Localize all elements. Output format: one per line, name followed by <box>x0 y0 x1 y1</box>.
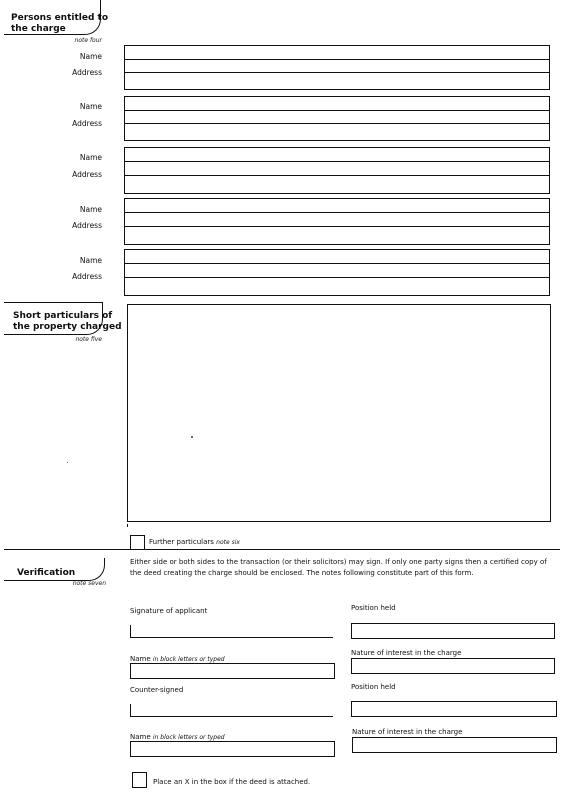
countersigned-field[interactable] <box>130 704 333 717</box>
deed-attached-checkbox[interactable] <box>132 772 147 788</box>
name-label-2-text: Name <box>130 733 151 741</box>
signature-applicant-field[interactable] <box>130 625 333 638</box>
name-label: Name <box>79 205 102 214</box>
address-label: Address <box>72 221 102 230</box>
persons-title-line2: the charge <box>11 24 66 34</box>
name-label-1-text: Name <box>130 655 151 663</box>
nature-interest-field-1[interactable] <box>351 658 555 674</box>
margin-tick <box>127 524 128 527</box>
particulars-title-line1: Short particulars of <box>13 311 113 321</box>
further-label-text: Further particulars <box>149 538 214 546</box>
scan-speck <box>191 436 193 438</box>
particulars-title-line2: the property charged <box>13 322 122 332</box>
name-label: Name <box>79 102 102 111</box>
name-block-field-1[interactable] <box>130 663 335 679</box>
person-entry-2[interactable] <box>124 96 550 141</box>
position-held-label-1: Position held <box>351 604 396 612</box>
name-block-label-2 <box>130 733 225 741</box>
persons-title-line1: Persons entitled to <box>11 13 109 23</box>
particulars-note: note five <box>75 336 102 343</box>
further-particulars-checkbox[interactable] <box>130 535 145 550</box>
address-label: Address <box>72 272 102 281</box>
address-label: Address <box>72 170 102 179</box>
deed-attached-label: Place an X in the box if the deed is attached. <box>153 778 311 786</box>
scan-speck <box>67 462 68 463</box>
property-particulars-field[interactable] <box>127 304 551 522</box>
address-label: Address <box>72 68 102 77</box>
nature-interest-field-2[interactable] <box>352 737 557 753</box>
position-held-field-2[interactable] <box>351 701 557 717</box>
section-separator <box>4 549 560 550</box>
verification-note: note seven <box>72 580 106 587</box>
person-entry-3[interactable] <box>124 147 550 194</box>
name-label: Name <box>79 153 102 162</box>
address-label: Address <box>72 119 102 128</box>
persons-note: note four <box>74 37 102 44</box>
name-hint-1: in block letters or typed <box>152 656 225 663</box>
position-held-field-1[interactable] <box>351 623 555 639</box>
verification-title: Verification <box>17 568 76 578</box>
name-hint-2: in block letters or typed <box>152 734 225 741</box>
further-particulars-label <box>149 538 240 546</box>
name-block-field-2[interactable] <box>130 741 335 757</box>
person-entry-5[interactable] <box>124 249 550 296</box>
name-label: Name <box>79 52 102 61</box>
persons-section-title <box>11 13 108 35</box>
person-entry-4[interactable] <box>124 198 550 245</box>
position-held-label-2: Position held <box>351 683 396 691</box>
person-entry-1[interactable] <box>124 45 550 90</box>
signature-applicant-label: Signature of applicant <box>130 607 208 615</box>
name-label: Name <box>79 256 102 265</box>
countersigned-label: Counter-signed <box>130 686 184 694</box>
name-block-label-1 <box>130 655 225 663</box>
nature-interest-label-1: Nature of interest in the charge <box>351 649 462 657</box>
verification-intro: Either side or both sides to the transaction (or their solicitors) may sign. If only one party signs then a certified copy of the deed creating the charge should be enclosed. The notes following constitute part of this form. <box>130 558 547 577</box>
particulars-section-title <box>13 311 122 333</box>
further-note: note six <box>216 539 240 546</box>
nature-interest-label-2: Nature of interest in the charge <box>352 728 463 736</box>
